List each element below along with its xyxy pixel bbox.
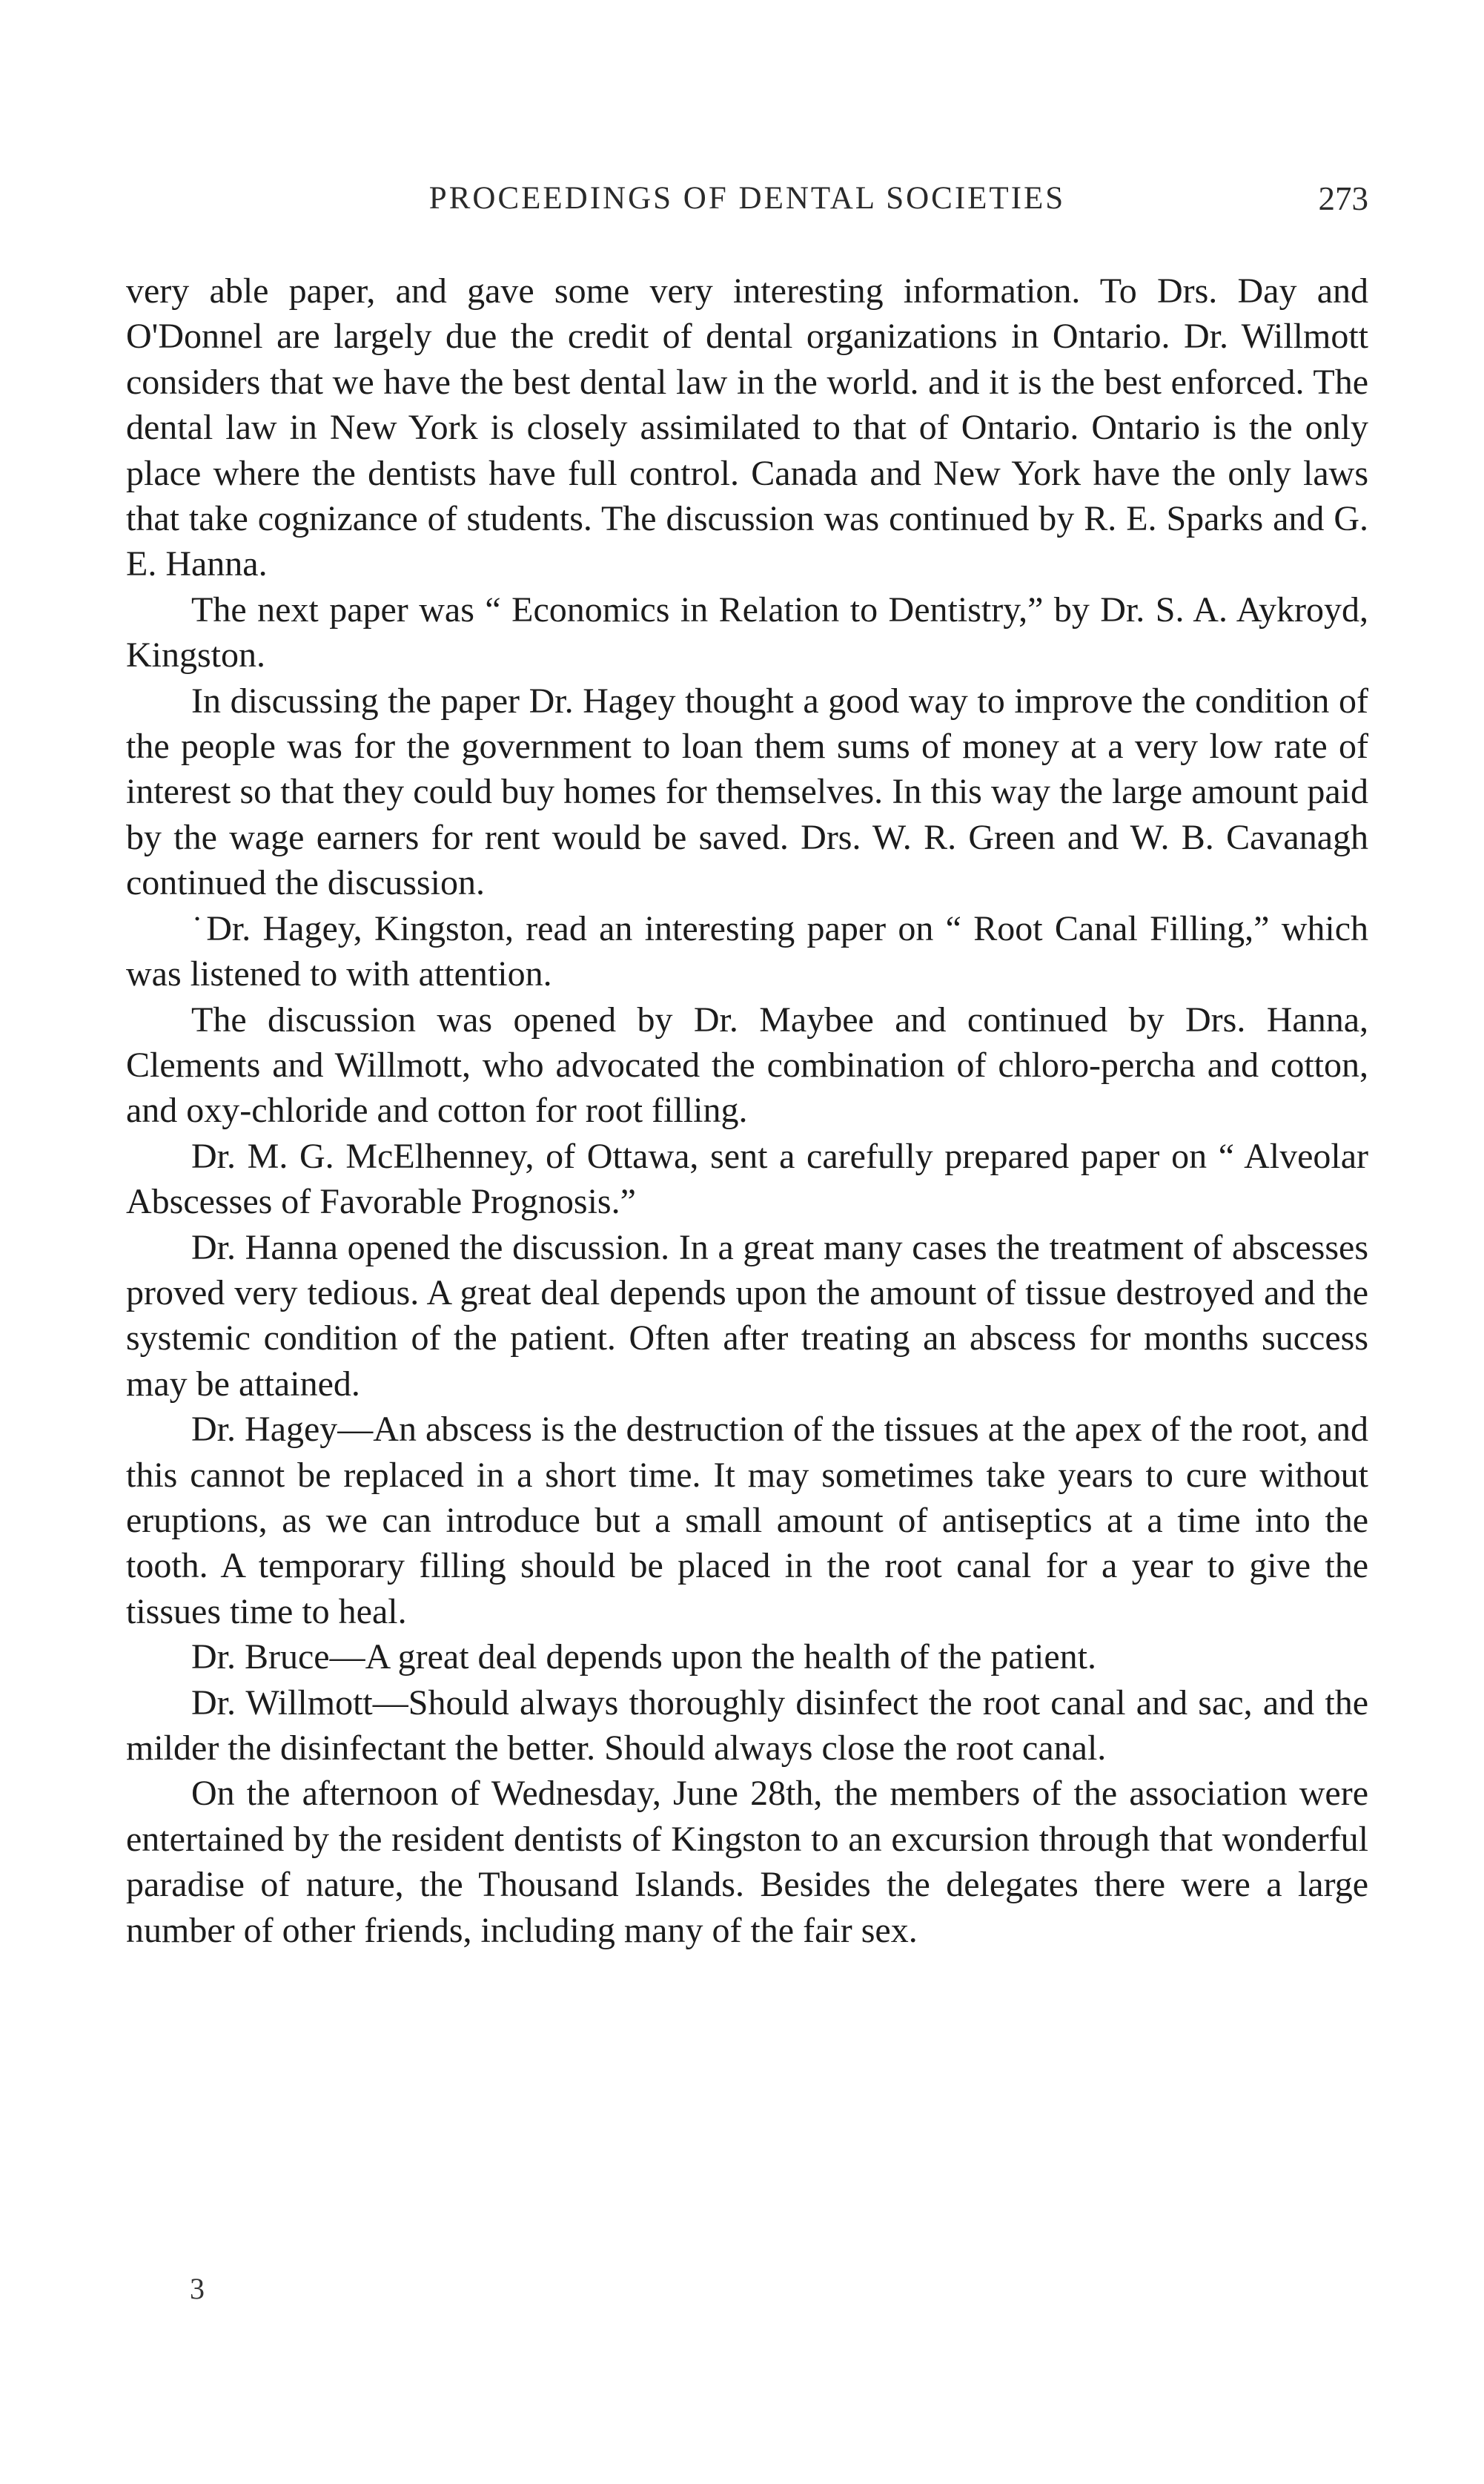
paragraph-root-canal-paper: ˙Dr. Hagey, Kingston, read an interesting paper on “ Root Canal Filling,” which was listened to with attention.	[126, 908, 1368, 994]
paragraph-excursion: On the afternoon of Wednesday, June 28th, the members of the association were entertained by the resident dentists of Kingston to an excursion through that wonderful paradise of nature, the Thousand Islands. Besides the delegates there were a large number of other friends, including many of the fair sex.	[126, 1774, 1368, 1950]
body-text	[126, 268, 1368, 1953]
paragraph-root-canal-discussion: The discussion was opened by Dr. Maybee and continued by Drs. Hanna, Clements and Willmott, who advocated the combination of chloro-percha and cotton, and oxy-chloride and cotton for root filling.	[126, 1000, 1368, 1131]
paragraph-bruce-remarks: Dr. Bruce—A great deal depends upon the health of the patient.	[191, 1637, 1096, 1677]
paragraph-hagey-discussion: In discussing the paper Dr. Hagey thought a good way to improve the condition of the people was for the government to loan them sums of money at a very low rate of interest so that they could buy homes for themselves. In this way the large amount paid by the wage earners for rent would be saved. Drs. W. R. Green and W. B. Cavanagh continued the discussion.	[126, 681, 1368, 903]
running-header	[126, 176, 1368, 221]
paragraph-hanna-remarks: Dr. Hanna opened the discussion. In a great many cases the treatment of abscesses proved very tedious. A great deal depends upon the amount of tissue destroyed and the systemic condition of the patient. Often after treating an abscess for months success may be attained.	[126, 1227, 1368, 1404]
paragraph-willmott-remarks: Dr. Willmott—Should always thoroughly disinfect the root canal and sac, and the milder the disinfectant the better. Should always close the root canal.	[126, 1682, 1368, 1768]
signature-mark: 3	[190, 2272, 205, 2305]
paragraph-economics-paper: The next paper was “ Economics in Relation to Dentistry,” by Dr. S. A. Aykroyd, Kingston.	[126, 589, 1368, 675]
paragraph-abscesses-paper: Dr. M. G. McElhenney, of Ottawa, sent a carefully prepared paper on “ Alveolar Abscesses of Favorable Prognosis.”	[126, 1136, 1368, 1222]
page-number: 273	[1318, 180, 1368, 217]
paragraph-continuation: very able paper, and gave some very interesting information. To Drs. Day and O'Donnel are largely due the credit of dental organizations in Ontario. Dr. Willmott considers that we have the best dental law in the world. and it is the best enforced. The dental law in New York is closely assimilated to that of Ontario. Ontario is the only place where the dentists have full control. Canada and New York have the only laws that take cognizance of students. The discussion was continued by R. E. Sparks and G. E. Hanna.	[126, 271, 1368, 584]
running-title: PROCEEDINGS OF DENTAL SOCIETIES	[428, 181, 1066, 216]
paragraph-hagey-remarks: Dr. Hagey—An abscess is the destruction of the tissues at the apex of the root, and this cannot be replaced in a short time. It may sometimes take years to cure without eruptions, as we can introduce but a small amount of antiseptics at a time into the tooth. A temporary filling should be placed in the root canal for a year to give the tissues time to heal.	[126, 1410, 1368, 1631]
